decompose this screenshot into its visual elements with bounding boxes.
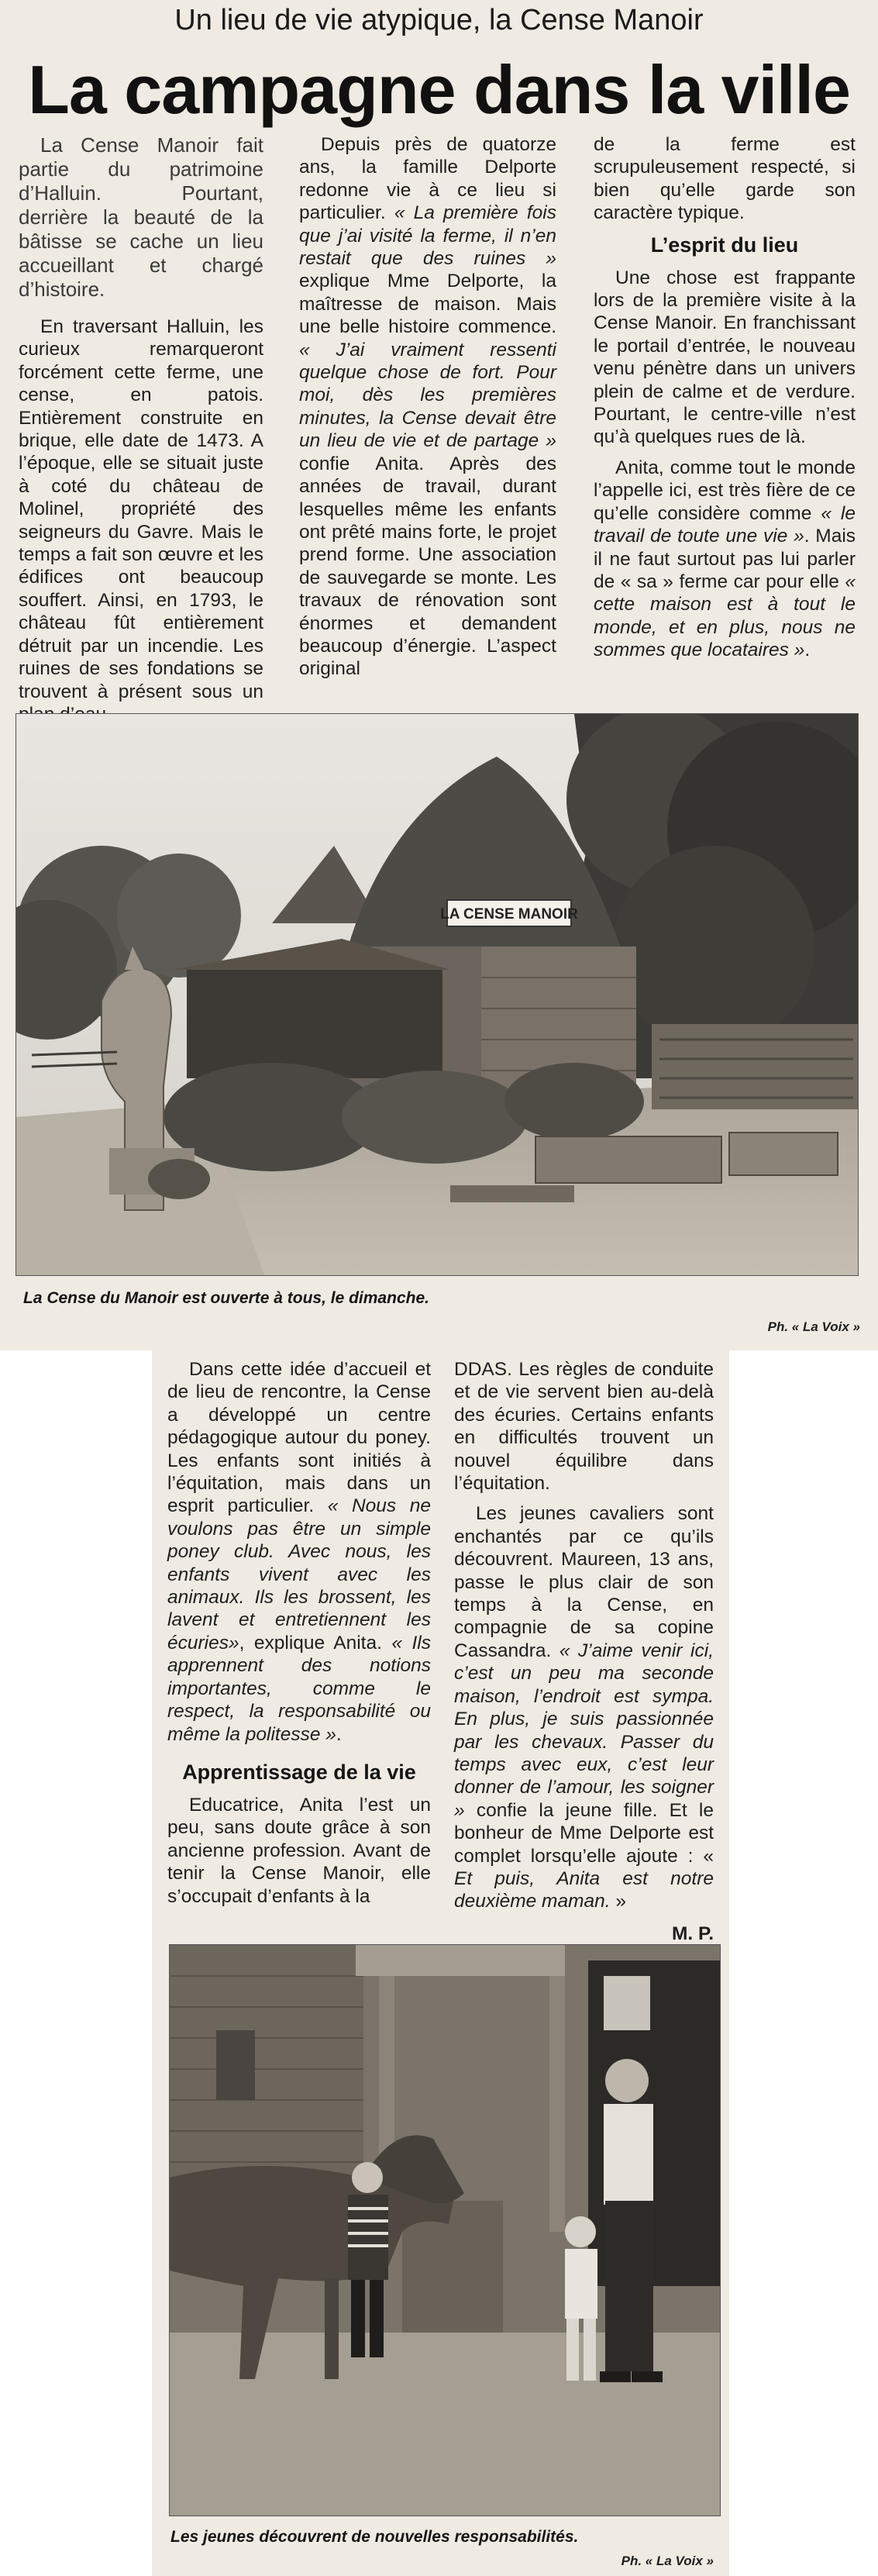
- stable-photo: [169, 1944, 721, 2516]
- photo-caption: Les jeunes découvrent de nouvelles responsabilités.: [170, 2528, 579, 2546]
- article-bottom-block: [152, 1350, 729, 2576]
- text-column-4: [167, 1358, 431, 1916]
- quote: « J’ai vraiment ressenti quelque chose de fort. Pour moi, dès les premières minutes, la Cense devait être un lieu de vie et de partage »: [299, 339, 556, 452]
- body-paragraph: DDAS. Les règles de conduite et de vie servent bien au-delà des écuries. Certains enfants en difficultés trouvent un nouvel équilibre dans l’équitation.: [454, 1359, 714, 1495]
- quote: « le travail de toute une vie »: [594, 502, 856, 547]
- photo-credit: Ph. « La Voix »: [621, 2554, 714, 2568]
- body-paragraph: Educatrice, Anita l’est un peu, sans doute grâce à son ancienne profession. Avant de tenir la Cense Manoir, elle s’occupait d’enfants à la: [167, 1794, 431, 1907]
- subheading: L’esprit du lieu: [650, 233, 799, 257]
- quote: « Ils apprennent des notions importantes, comme le respect, la responsabilité ou même la politesse »: [167, 1632, 432, 1745]
- quote: « Nous ne voulons pas être un simple poney club. Avec nous, les enfants vivent avec les animaux. Ils les brossent, les lavent et entretiennent les écuries»: [167, 1495, 431, 1654]
- quote: « La première fois que j’ai visité la ferme, il n’en restait que des ruines »: [299, 202, 556, 270]
- quote: « J’aime venir ici, c’est un peu ma seconde maison, l’endroit est sympa. En plus, je suis passionnée par les chevaux. Passer du temps avec eux, c’est leur donner de l’amour, les soigner »: [454, 1640, 714, 1821]
- photo-credit: Ph. « La Voix »: [767, 1319, 860, 1334]
- text-column-3: [594, 133, 856, 670]
- article-lead: La Cense Manoir fait partie du patrimoine d’Halluin. Pourtant, derrière la beauté de la bâtisse se cache un lieu accueillant et chargé d’histoire.: [19, 133, 263, 301]
- stable-photo-illustration: [170, 1945, 720, 2516]
- quote: « cette maison est à tout le monde, et en plus, nous ne sommes que locataires »: [594, 571, 856, 661]
- text-column-1: [19, 133, 263, 733]
- farm-sign: LA CENSE MANOIR: [440, 906, 578, 922]
- body-paragraph: En traversant Halluin, les curieux remarqueront forcément cette ferme, une cense, en patois. Entièrement construite en brique, elle date de 1473. A l’époque, elle se situait juste à coté du château de Molinel, propriété des seigneurs du Gavre. Mais le temps a fait son œuvre et les édifices ont beaucoup souffert. Ainsi, en 1793, le château fût entièrement détruit par un incendie. Les ruines de ses fondations se trouvent à présent sous un: [19, 316, 263, 702]
- text-column-2: [299, 133, 556, 688]
- farm-photo-illustration: [16, 714, 858, 1275]
- body-paragraph: de la ferme est scrupuleusement respecté, si bien qu’elle garde son caractère typique.: [594, 134, 856, 224]
- body-paragraph: Anita, comme tout le monde l’appelle ici, est très fière de ce qu’elle considère comme « le travail de toute une vie ». Mais il ne faut surtout pas lui parler de « sa » ferme car pour elle « cette maison est à tout le monde, et en plus, nous ne sommes que locataires ».: [594, 457, 856, 661]
- body-paragraph: Depuis près de quatorze ans, la famille Delporte redonne vie à ce lieu si particulier. « La première fois que j’ai visité la ferme, il n’en restait que des ruines » explique Mme Delporte, la maîtresse de maison. Mais une belle histoire commence. « J’ai vraiment ressenti quelque chose de fort. Pour moi, dès les premières minutes, la Cense devait être un lieu de vie et de partage » confie Anita. Après des années de travail, durant lesquelles même les enfants ont prêté mains forte, le projet prend forme. Une association de sauvegarde se monte. Les travaux de rénovation sont énormes et demandent beaucoup d’énergie. L’aspect original: [299, 134, 556, 680]
- body-paragraph: Dans cette idée d’accueil et de lieu de rencontre, la Cense a développé un centre pédagogique autour du poney. Les enfants sont initiés à l’équitation, mais dans un esprit particulier. « Nous ne voulons pas être un simple poney club. Avec nous, les enfants vivent avec les animaux. Ils les brossent, les lavent et entretiennent les écuries», explique Anita. « Ils apprennent des notions importantes, comme le respect, la responsabilité ou même la politesse ».: [167, 1359, 432, 1745]
- farm-photo: [15, 713, 859, 1276]
- photo-caption: La Cense du Manoir est ouverte à tous, le dimanche.: [23, 1289, 429, 1307]
- body-paragraph: Une chose est frappante lors de la première visite à la Cense Manoir. En franchissant le portail d’entrée, le nouveau venu pénètre dans un univers plein de calme et de verdure. Pourtant, le centre-ville n’est qu’à quelques rues de là.: [594, 267, 856, 448]
- body-paragraph: Les jeunes cavaliers sont enchantés par ce qu’ils découvrent. Maureen, 13 ans, passe le plus clair de son temps à la Cense, en compagnie de sa copine Cassandra. « J’aime venir ici, c’est un peu ma seconde maison, l’endroit est sympa. En plus, je suis passionnée par les chevaux. Passer du temps avec eux, c’est leur donner de l’amour, les soigner » confie la jeune fille. Et le bonheur de Mme Delporte est complet lorsqu’elle ajoute : « Et puis, Anita est notre deuxième maman. »: [454, 1503, 714, 1912]
- author-signature: M. P.: [671, 1923, 714, 1944]
- subheading: Apprentissage de la vie: [182, 1760, 416, 1784]
- text-column-5: [454, 1358, 714, 1953]
- article-kicker: Un lieu de vie atypique, la Cense Manoir: [174, 4, 704, 36]
- article-headline: La campagne dans la ville: [28, 51, 850, 128]
- quote: Et puis, Anita est notre deuxième maman.: [454, 1867, 714, 1912]
